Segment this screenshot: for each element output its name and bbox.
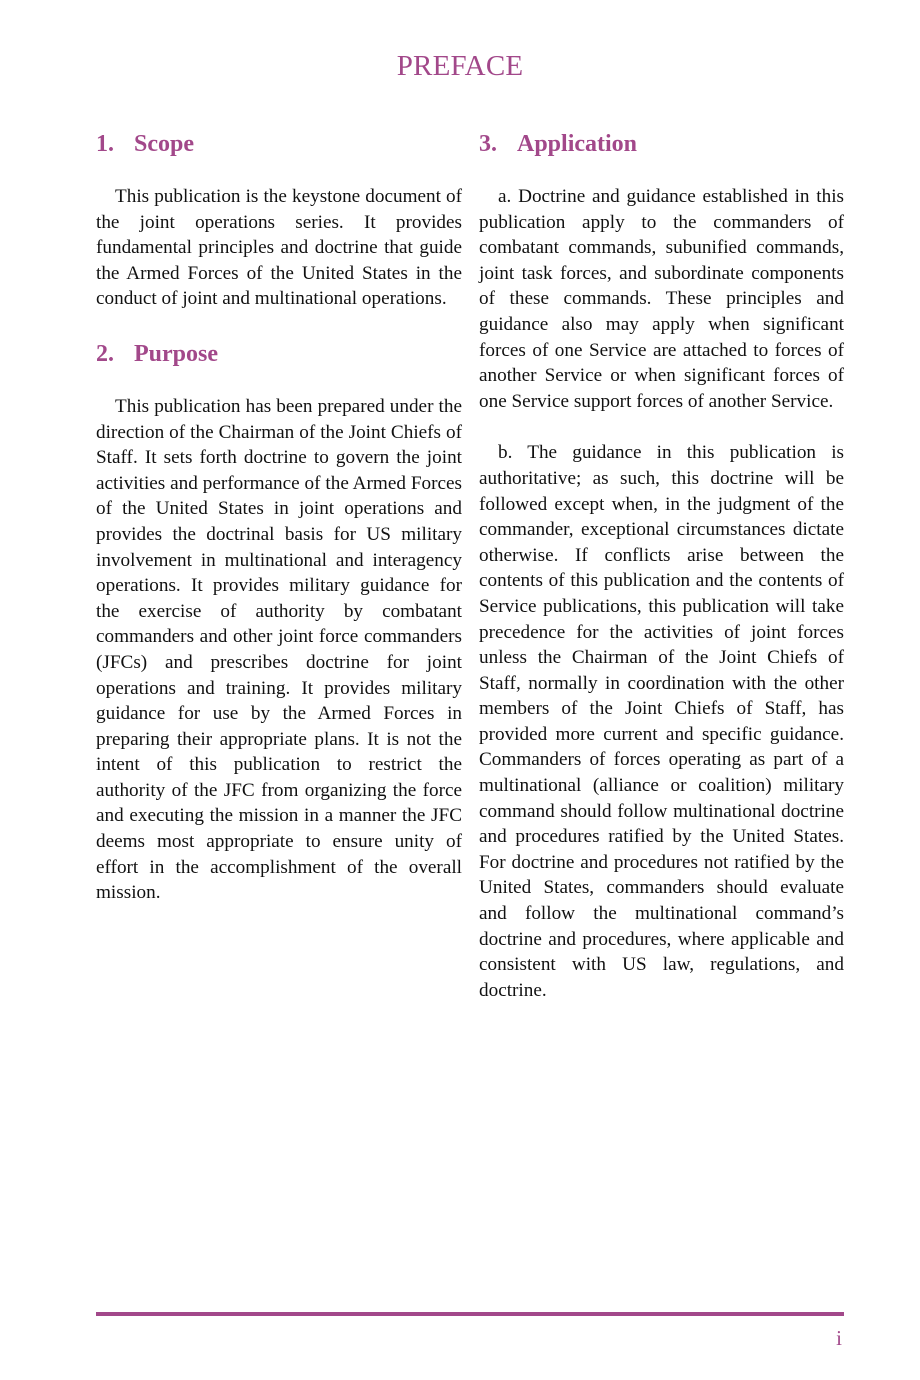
section-title: Application	[517, 131, 638, 157]
page-number: i	[836, 1326, 842, 1350]
section-heading-application	[479, 128, 844, 160]
section-number: 3.	[479, 131, 497, 157]
footer-rule	[96, 1312, 844, 1316]
purpose-paragraph: This publication has been prepared under the direction of the Chairman of the Joint Chiefs of Staff. It sets forth doctrine to govern the joint activities and performance of the Armed Forces of the United States in joint operations and provides the doctrinal basis for US military involvement in multinational and interagency operations. It provides military guidance for the exercise of authority by combatant commanders and other joint force commanders (JFCs) and prescribes doctrine for joint operations and training. It provides military guidance for use by the Armed Forces in preparing their appropriate plans. It is not the intent of this publication to restrict the authority of the JFC from organizing the force and executing the mission in a manner the JFC deems most appropriate to ensure unity of effort in the accomplishment of the overall mission.	[96, 395, 462, 904]
scope-paragraph: This publication is the keystone document of the joint operations series. It provides fundamental principles and doctrine that guide the Armed Forces of the United States in the conduct of joint and multinational operations.	[96, 186, 462, 310]
application-paragraph-b: b. The guidance in this publication is authoritative; as such, this doctrine will be followed except when, in the judgment of the commander, exceptional circumstances dictate otherwise. If conflicts arise between the contents of this publication and the contents of Service publications, this publication will take precedence for the activities of joint forces unless the Chairman of the Joint Chiefs of Staff, normally in coordination with the other members of the Joint Chiefs of Staff, has provided more current and specific guidance. Commanders of forces operating as part of a multinational (alliance or coalition) military command should follow multinational doctrine and procedures ratified by the United States. For doctrine and procedures not ratified by the United States, commanders should evaluate and follow the multinational command’s doctrine and procedures, where applicable and consistent with US law, regulations, and doctrine.	[479, 442, 844, 1001]
section-heading-scope	[96, 128, 462, 160]
section-title: Purpose	[134, 340, 218, 367]
section-number: 1.	[96, 131, 114, 157]
application-paragraph-a: a. Doctrine and guidance established in this publication apply to the commanders of combatant commands, subunified commands, joint task forces, and subordinate components of these commands. These principles and guidance also may apply when significant forces of one Service are attached to forces of another Service or when significant forces of one Service support forces of another Service.	[479, 186, 844, 412]
page-title: PREFACE	[396, 50, 524, 82]
section-number: 2.	[96, 340, 114, 367]
section-heading-purpose	[96, 338, 462, 370]
left-column	[96, 128, 462, 906]
section-title: Scope	[134, 131, 194, 157]
right-column	[479, 128, 844, 1003]
